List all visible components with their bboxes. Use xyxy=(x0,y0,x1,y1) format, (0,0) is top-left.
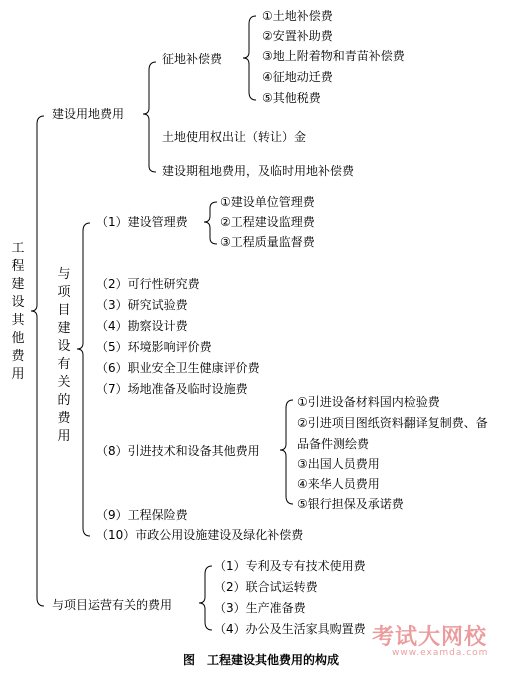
operation-item: （1）专利及专有技术使用费 xyxy=(214,559,366,573)
operation-label: 与项目运营有关的费用 xyxy=(52,598,173,612)
compensation-item: ⑤其他税费 xyxy=(262,91,321,105)
import-item: ③出国人员费用 xyxy=(297,457,380,471)
management-item: ②工程建设监理费 xyxy=(220,215,315,229)
root-label: 工程建设其他费用 xyxy=(11,241,25,382)
insurance-fee: （9）工程保险费 xyxy=(96,508,188,522)
figure-caption: 图 工程建设其他费用的构成 xyxy=(182,653,339,667)
compensation-item: ①土地补偿费 xyxy=(262,9,333,23)
land-cost-bracket xyxy=(143,62,156,172)
operation-bracket xyxy=(199,566,212,630)
operation-item: （4）办公及生活家具购置费 xyxy=(214,622,366,636)
project-related-label: 与项目建设有关的费用 xyxy=(57,267,71,444)
import-item: ④来华人员费用 xyxy=(297,477,380,491)
compensation-label: 征地补偿费 xyxy=(162,52,223,66)
compensation-bracket xyxy=(243,16,256,100)
import-bracket xyxy=(280,400,293,504)
land-lease-fee: 建设期租地费用，及临时用地补偿费 xyxy=(162,164,355,178)
land-transfer-fee: 土地使用权出让（转让）金 xyxy=(162,130,307,144)
watermark-url: www.examda.com xyxy=(392,648,489,658)
operation-item: （3）生产准备费 xyxy=(214,601,306,615)
import-item: ⑤银行担保及承诺费 xyxy=(297,497,404,511)
import-item: ②引进项目图纸资料翻译复制费、备 xyxy=(297,416,488,430)
municipal-fee: （10）市政公用设施建设及绿化补偿费 xyxy=(96,528,304,542)
project-fee-item: （4）勘察设计费 xyxy=(96,319,188,333)
project-fee-item: （7）场地准备及临时设施费 xyxy=(96,382,248,396)
land-cost-label: 建设用地费用 xyxy=(52,107,125,121)
import-item: 品备件测绘费 xyxy=(297,437,370,451)
project-fee-item: （3）研究试验费 xyxy=(96,298,188,312)
root-bracket xyxy=(31,116,44,606)
management-item: ①建设单位管理费 xyxy=(220,195,315,209)
watermark-logo: 考试大网校 xyxy=(372,625,488,650)
project-fee-item: （5）环境影响评价费 xyxy=(96,340,212,354)
compensation-item: ②安置补助费 xyxy=(262,29,333,43)
management-item: ③工程质量监督费 xyxy=(220,235,315,249)
management-label: （1）建设管理费 xyxy=(96,215,188,229)
compensation-item: ④征地动迁费 xyxy=(262,70,333,84)
import-item: ①引进设备材料国内检验费 xyxy=(297,395,440,409)
project-related-bracket xyxy=(77,223,90,536)
project-fee-item: （2）可行性研究费 xyxy=(96,277,200,291)
operation-item: （2）联合试运转费 xyxy=(214,580,318,594)
management-bracket xyxy=(204,202,217,244)
compensation-item: ③地上附着物和青苗补偿费 xyxy=(262,49,405,63)
import-label: （8）引进技术和设备其他费用 xyxy=(96,444,260,458)
project-fee-item: （6）职业安全卫生健康评价费 xyxy=(96,361,260,375)
